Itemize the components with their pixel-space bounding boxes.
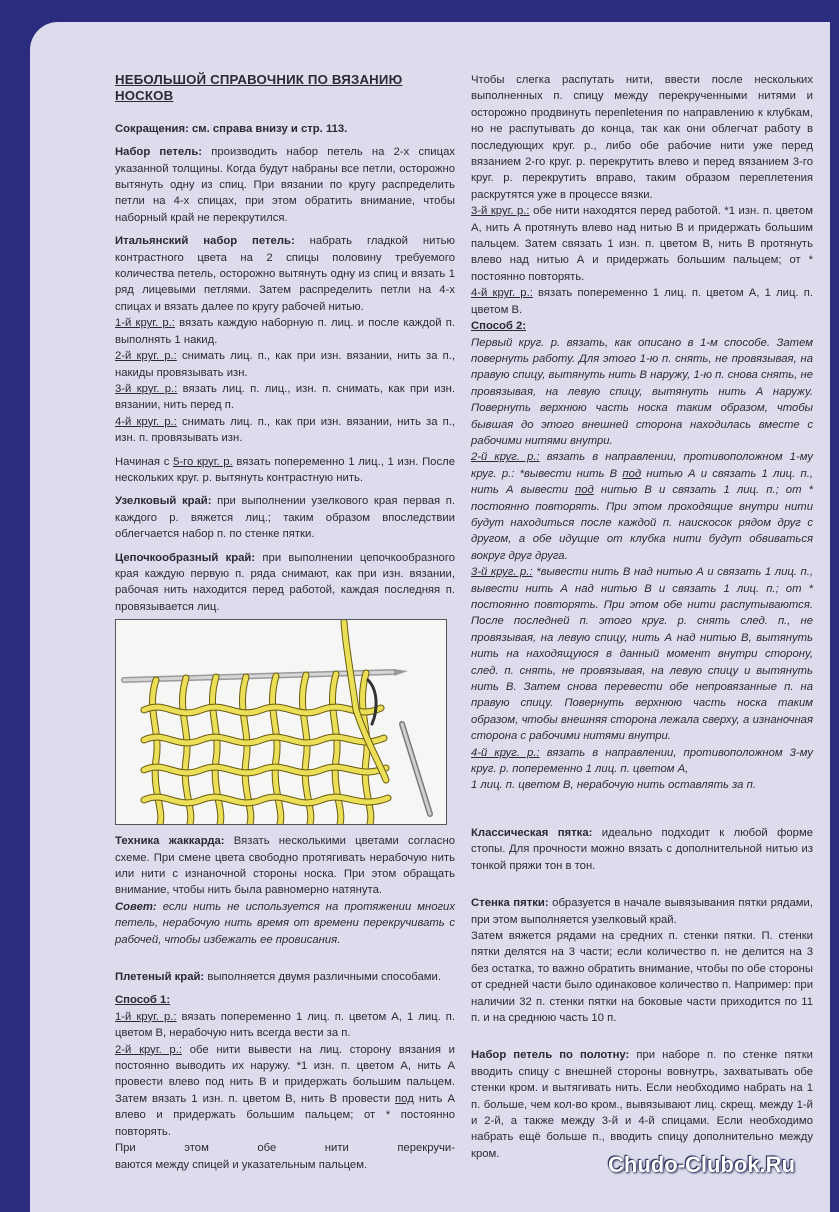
heel-wall-paragraph: Стенка пятки: образуется в начале вывязывания пятки рядами, при этом выполняется узелковый край.	[471, 897, 813, 926]
page-number: 124	[40, 1184, 58, 1198]
method-2-round-2: 2-й круг. р.: вязать в направлении, противоположном 1-му круг. р.: *вывести нить В под нитью А и связать 1 лиц. п., нить А вывести под нитью В и связать 1 лиц. п.; от * постоянно повторять. При этом проходящие внутри нити будут находиться после каждой п. наискосок рядом друг с другом, а обе идущие от клубка нити будут обвиваться вокруг друг друга.	[471, 451, 813, 562]
round-2-paragraph: 2-й круг. р.: снимать лиц. п., как при изн. вязании, нить за п., накиды провязывать изн.	[115, 350, 455, 379]
left-column	[115, 72, 455, 1180]
pick-up-paragraph: Набор петель по полотну: при наборе п. по стенке пятки вводить спицу с внешней стороны вовнутрь, захватывать обе стенки кром. и вытягивать нить. Если необходимо набрать на 1 п. больше, чем кол-во кром., вывязывают лиц. скрещ. между 1-й и 2-й, а также между 3-й и 4-й спицами. Если необходимо набрать ещё больше п., вводить спицу дополнительно между кром.	[471, 1049, 813, 1160]
classic-heel-paragraph: Классическая пятка: идеально подходит к любой форме стопы. Для прочности можно вязать с дополнительной нитью из тонкой пряжи тон в тон.	[471, 826, 813, 872]
untwist-paragraph: Чтобы слегка распутать нити, ввести после нескольких выполненных п. спицу между перекрученными нитями и осторожно продвинуть перепletения по направлению к клубкам, но не распутывать до конца, так как они облегчат работу в последующих круг. р., либо обе рабочие нити уже перед вязанием 2-го круг. р. перекрутить влево и перед вязанием 3-го круг. р. перекрутить вправо, таким образом переплетения раскрутятся уже в процессе вязки.	[471, 74, 813, 201]
heel-wall-label: Стенка пятки:	[471, 897, 549, 910]
italian-cast-on-label: Итальянский набор петель:	[115, 235, 295, 248]
method-1-spread-line: При этом обе нити перекручи-	[115, 1142, 455, 1155]
magazine-brand: VERENA	[66, 1184, 129, 1199]
advice-label: Совет:	[115, 900, 157, 913]
method-1-last-line: ваются между спицей и указательным пальцем.	[115, 1158, 368, 1171]
pick-up-label: Набор петель по полотну:	[471, 1049, 630, 1062]
round-1-paragraph: 1-й круг. р.: вязать каждую наборную п. лиц. и после каждой п. выполнять 1 накид.	[115, 317, 455, 346]
knot-edge-paragraph: Узелковый край: при выполнении узелкового края первая п. каждого р. вяжется лиц.; таким образом впоследствии облегчается набор п. по стенке пятки.	[115, 495, 455, 541]
method-2-round-4-cont: 1 лиц. п. цветом В, нерабочую нить оставлять за п.	[471, 779, 756, 792]
cast-on-paragraph: Набор петель: производить набор петель на 2-х спицах указанной толщины. Когда будут набраны все петли, осторожно вытянуть одну из спиц. При вязании по кругу распределить петли на 4-х спицах, при этом обратить внимание, чтобы наборный край не перекрутился.	[115, 146, 455, 224]
heel-wall-more: Затем вяжется рядами на средних п. стенки пятки. П. стенки пятки делятся на 3 части; если количество п. не делится на 3 без остатка, то важно обратить внимание, чтобы по обе стороны от средней части было одинаковое количество п. Например: при наличии 32 п. стенки пятки на боковые части приходится по 11 п. и на среднюю часть 10 п.	[471, 929, 813, 1024]
method-2-intro: Первый круг. р. вязать, как описано в 1-м способе. Затем повернуть работу. Для этого 1-ю п. снять, не провязывая, на правую спицу, вытянуть нить В наружу, 1-ю п. снова снять, не провязывая, на левую спицу, вытянуть нить А наружу. Повернуть верхнюю часть носка таким образом, чтобы бывшая до этого внешней сторона находилась вместе с рабочими нитями внутри.	[471, 336, 813, 447]
method-1-heading: Способ 1:	[115, 994, 171, 1007]
braided-edge-paragraph: Плетеный край: выполняется двумя различными способами.	[115, 971, 441, 984]
page-footer	[40, 1184, 440, 1200]
round-3-paragraph: 3-й круг. р.: вязать лиц. п. лиц., изн. п. снимать, как при изн. вязании, нить перед п.	[115, 382, 455, 412]
site-watermark: Chudo-Clubok.Ru	[608, 1152, 795, 1177]
right-column	[471, 72, 813, 1169]
method-2-heading: Способ 2:	[471, 320, 527, 333]
method-1-round-1: 1-й круг. р.: вязать попеременно 1 лиц. п. цветом А, 1 лиц. п. цветом В, нерабочую нить всегда вести за п.	[115, 1010, 455, 1040]
page-sheet	[30, 22, 830, 1212]
knot-edge-label: Узелковый край:	[115, 495, 212, 508]
page-title: НЕБОЛЬШОЙ СПРАВОЧНИК ПО ВЯЗАНИЮ НОСКОВ	[115, 72, 403, 104]
from-round-5-paragraph: Начиная с 5-го круг. р. вязать попеременно 1 лиц., 1 изн. После нескольких круг. р. вытянуть контрастную нить.	[115, 455, 455, 484]
jacquard-label: Техника жаккарда:	[115, 835, 225, 848]
method-2-round-3: 3-й круг. р.: *вывести нить В над нитью А и связать 1 лиц. п., вывести нить А над нитью В и связать 1 лиц. п.; от * постоянно повторять. При этом обе нити распутываются. После последней п. этого круг. р. снять след. п., не провязывая, на левую спицу, нить А над нитью В, вытянуть нить на находящуюся в данный момент внутри сторону, след. п. снять, не провязывая, на левую спицу и вытянуть нить В. Затем снова перевести обе непровязанные п. на правую спицу. Повернуть верхнюю часть носка таким образом, чтобы внешняя сторона лежала сверху, а изнаночная сторона с рабочими нитями внутри.	[471, 566, 814, 743]
method-2-round-4: 4-й круг. р.: вязать в направлении, противоположном 3-му круг. р. попеременно 1 лиц. п. цветом А,	[471, 746, 813, 776]
round-4-paragraph: 4-й круг. р.: снимать лиц. п., как при изн. вязании, нить за п., изн. п. провязывать изн.	[115, 415, 455, 445]
cast-on-label: Набор петель:	[115, 146, 203, 159]
italian-cast-on-paragraph: Итальянский набор петель: набрать гладкой нитью контрастного цвета на 2 спицы половину требуемого количества петель, осторожно вытянуть одну из спиц и вязать 1 ряд лицевыми петлями. Затем распределить петли на 4-х спицах и вязать далее по кругу рабочей нитью.	[115, 235, 455, 313]
classic-heel-label: Классическая пятка:	[471, 826, 593, 839]
chain-edge-paragraph: Цепочкообразный край: при выполнении цепочкообразного края каждую первую п. ряда снимают, как при изн. вязании, рабочая нить находится перед работой, каждая последняя п. провязывается лиц.	[115, 551, 455, 613]
braided-edge-label: Плетеный край:	[115, 971, 205, 984]
method-1-round-3: 3-й круг. р.: обе нити находятся перед работой. *1 изн. п. цветом А, нить А протянуть влево над нитью В и придержать большим пальцем. Затем связать 1 изн. п. цветом В, нить В протянуть влево над нитью А и придержать большим пальцем; от * постоянно повторять.	[471, 205, 813, 283]
abbreviations-note: Сокращения: см. справа внизу и стр. 113.	[115, 122, 348, 135]
chain-edge-label: Цепочкообразный край:	[115, 551, 256, 564]
knitting-illustration	[115, 619, 447, 825]
method-1-round-2: 2-й круг. р.: обе нити вывести на лиц. сторону вязания и постоянно выводить их наружу. *1 изн. п. цветом А, нить А провести влево под нить В и придержать большим пальцем. Затем вязать 1 изн. п. цветом В, нить В провести под нить А влево и придержать большим пальцем; от * постоянно повторять.	[115, 1043, 455, 1138]
jacquard-paragraph: Техника жаккарда: Вязать несколькими цветами согласно схеме. При смене цвета свободно протягивать нерабочую нить или нити с изнаночной стороны носка. При этом обращать внимание, чтобы нить была равномерно натянута.	[115, 835, 455, 897]
method-1-round-4: 4-й круг. р.: вязать попеременно 1 лиц. п. цветом А, 1 лиц. п. цветом В.	[471, 287, 813, 316]
advice-paragraph: Совет: если нить не используется на протяжении многих петель, нерабочую нить время от времени перекручивать с рабочей, чтобы избежать ее провисания.	[115, 900, 455, 946]
magazine-subtitle: ВЯЗАНИЕ · НОСКИ: КРУГОСВЕТНОЕ ПУТЕШЕСТВИЕ	[138, 1187, 389, 1197]
